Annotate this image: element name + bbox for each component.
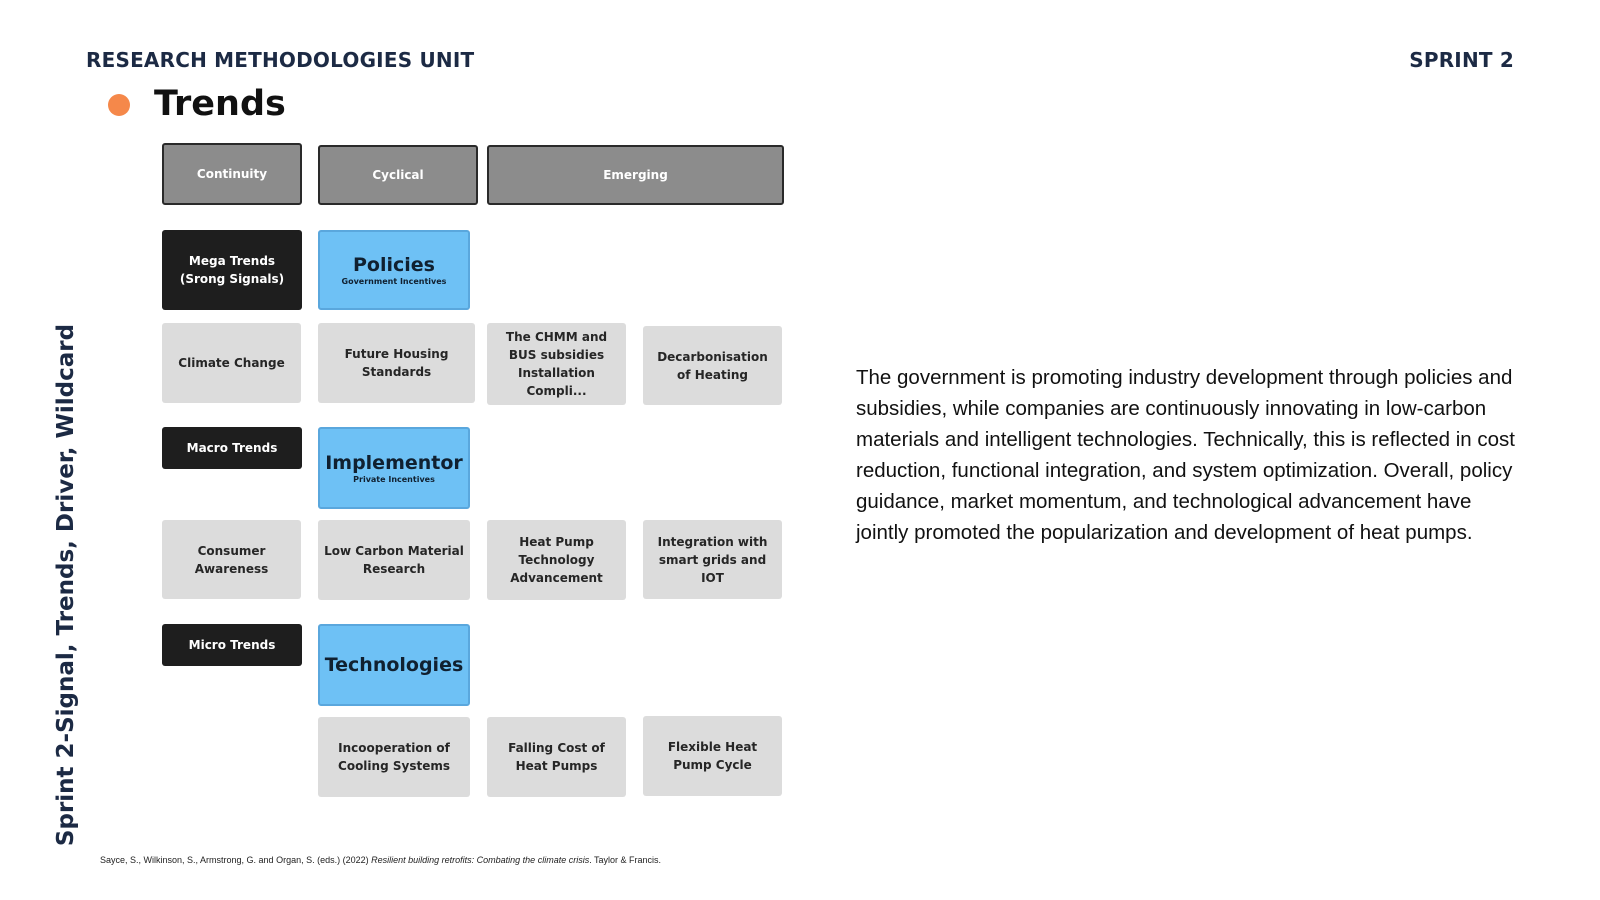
column-header-emerging: Emerging bbox=[487, 145, 784, 205]
trend-item: The CHMM and BUS subsidies Installation Compli... bbox=[487, 323, 626, 405]
trend-item: Integration with smart grids and IOT bbox=[643, 520, 782, 599]
sidebar-vertical-title: Sprint 2-Signal, Trends, Driver, Wildcard bbox=[53, 323, 79, 847]
trend-item: Low Carbon Material Research bbox=[318, 520, 470, 600]
category-box-policies bbox=[318, 230, 470, 310]
level-label-mega-trends: Mega Trends (Srong Signals) bbox=[162, 230, 302, 310]
trend-item: Incooperation of Cooling Systems bbox=[318, 717, 470, 797]
reference-work-title: Resilient building retrofits: Combating the climate crisis bbox=[371, 855, 590, 865]
reference-publisher: . Taylor & Francis. bbox=[589, 855, 662, 865]
category-subtitle: Government Incentives bbox=[341, 277, 447, 286]
category-subtitle: Private Incentives bbox=[353, 475, 435, 484]
trend-item: Heat Pump Technology Advancement bbox=[487, 520, 626, 600]
category-box-implementor bbox=[318, 427, 470, 509]
trend-item: Flexible Heat Pump Cycle bbox=[643, 716, 782, 796]
reference-citation bbox=[100, 855, 661, 865]
column-header-continuity: Continuity bbox=[162, 143, 302, 205]
sprint-label: SPRINT 2 bbox=[1409, 48, 1514, 72]
category-title: Implementor bbox=[325, 452, 463, 474]
category-title: Technologies bbox=[324, 654, 464, 676]
summary-paragraph: The government is promoting industry development through policies and subsidies, while companies are continuously innovating in low-carbon materials and intelligent technologies. Technically, this is reflected in cost reduction, functional integration, and system optimization. Overall, policy guidance, market momentum, and technological advancement have jointly promoted the popularization and development of heat pumps. bbox=[856, 366, 1516, 544]
level-label-micro-trends: Micro Trends bbox=[162, 624, 302, 666]
trend-item: Future Housing Standards bbox=[318, 323, 475, 403]
column-header-cyclical: Cyclical bbox=[318, 145, 478, 205]
sidebar-container bbox=[48, 323, 84, 847]
category-title: Policies bbox=[353, 254, 435, 276]
trend-item: Consumer Awareness bbox=[162, 520, 301, 599]
level-label-macro-trends: Macro Trends bbox=[162, 427, 302, 469]
page-title: Trends bbox=[154, 84, 286, 124]
trend-item: Climate Change bbox=[162, 323, 301, 403]
trend-item: Falling Cost of Heat Pumps bbox=[487, 717, 626, 797]
category-box-technologies bbox=[318, 624, 470, 706]
orange-bullet-icon bbox=[108, 94, 130, 116]
unit-header: RESEARCH METHODOLOGIES UNIT bbox=[86, 48, 475, 72]
trend-item: Decarbonisation of Heating bbox=[643, 326, 782, 405]
reference-authors: Sayce, S., Wilkinson, S., Armstrong, G. and Organ, S. (eds.) (2022) bbox=[100, 855, 372, 865]
